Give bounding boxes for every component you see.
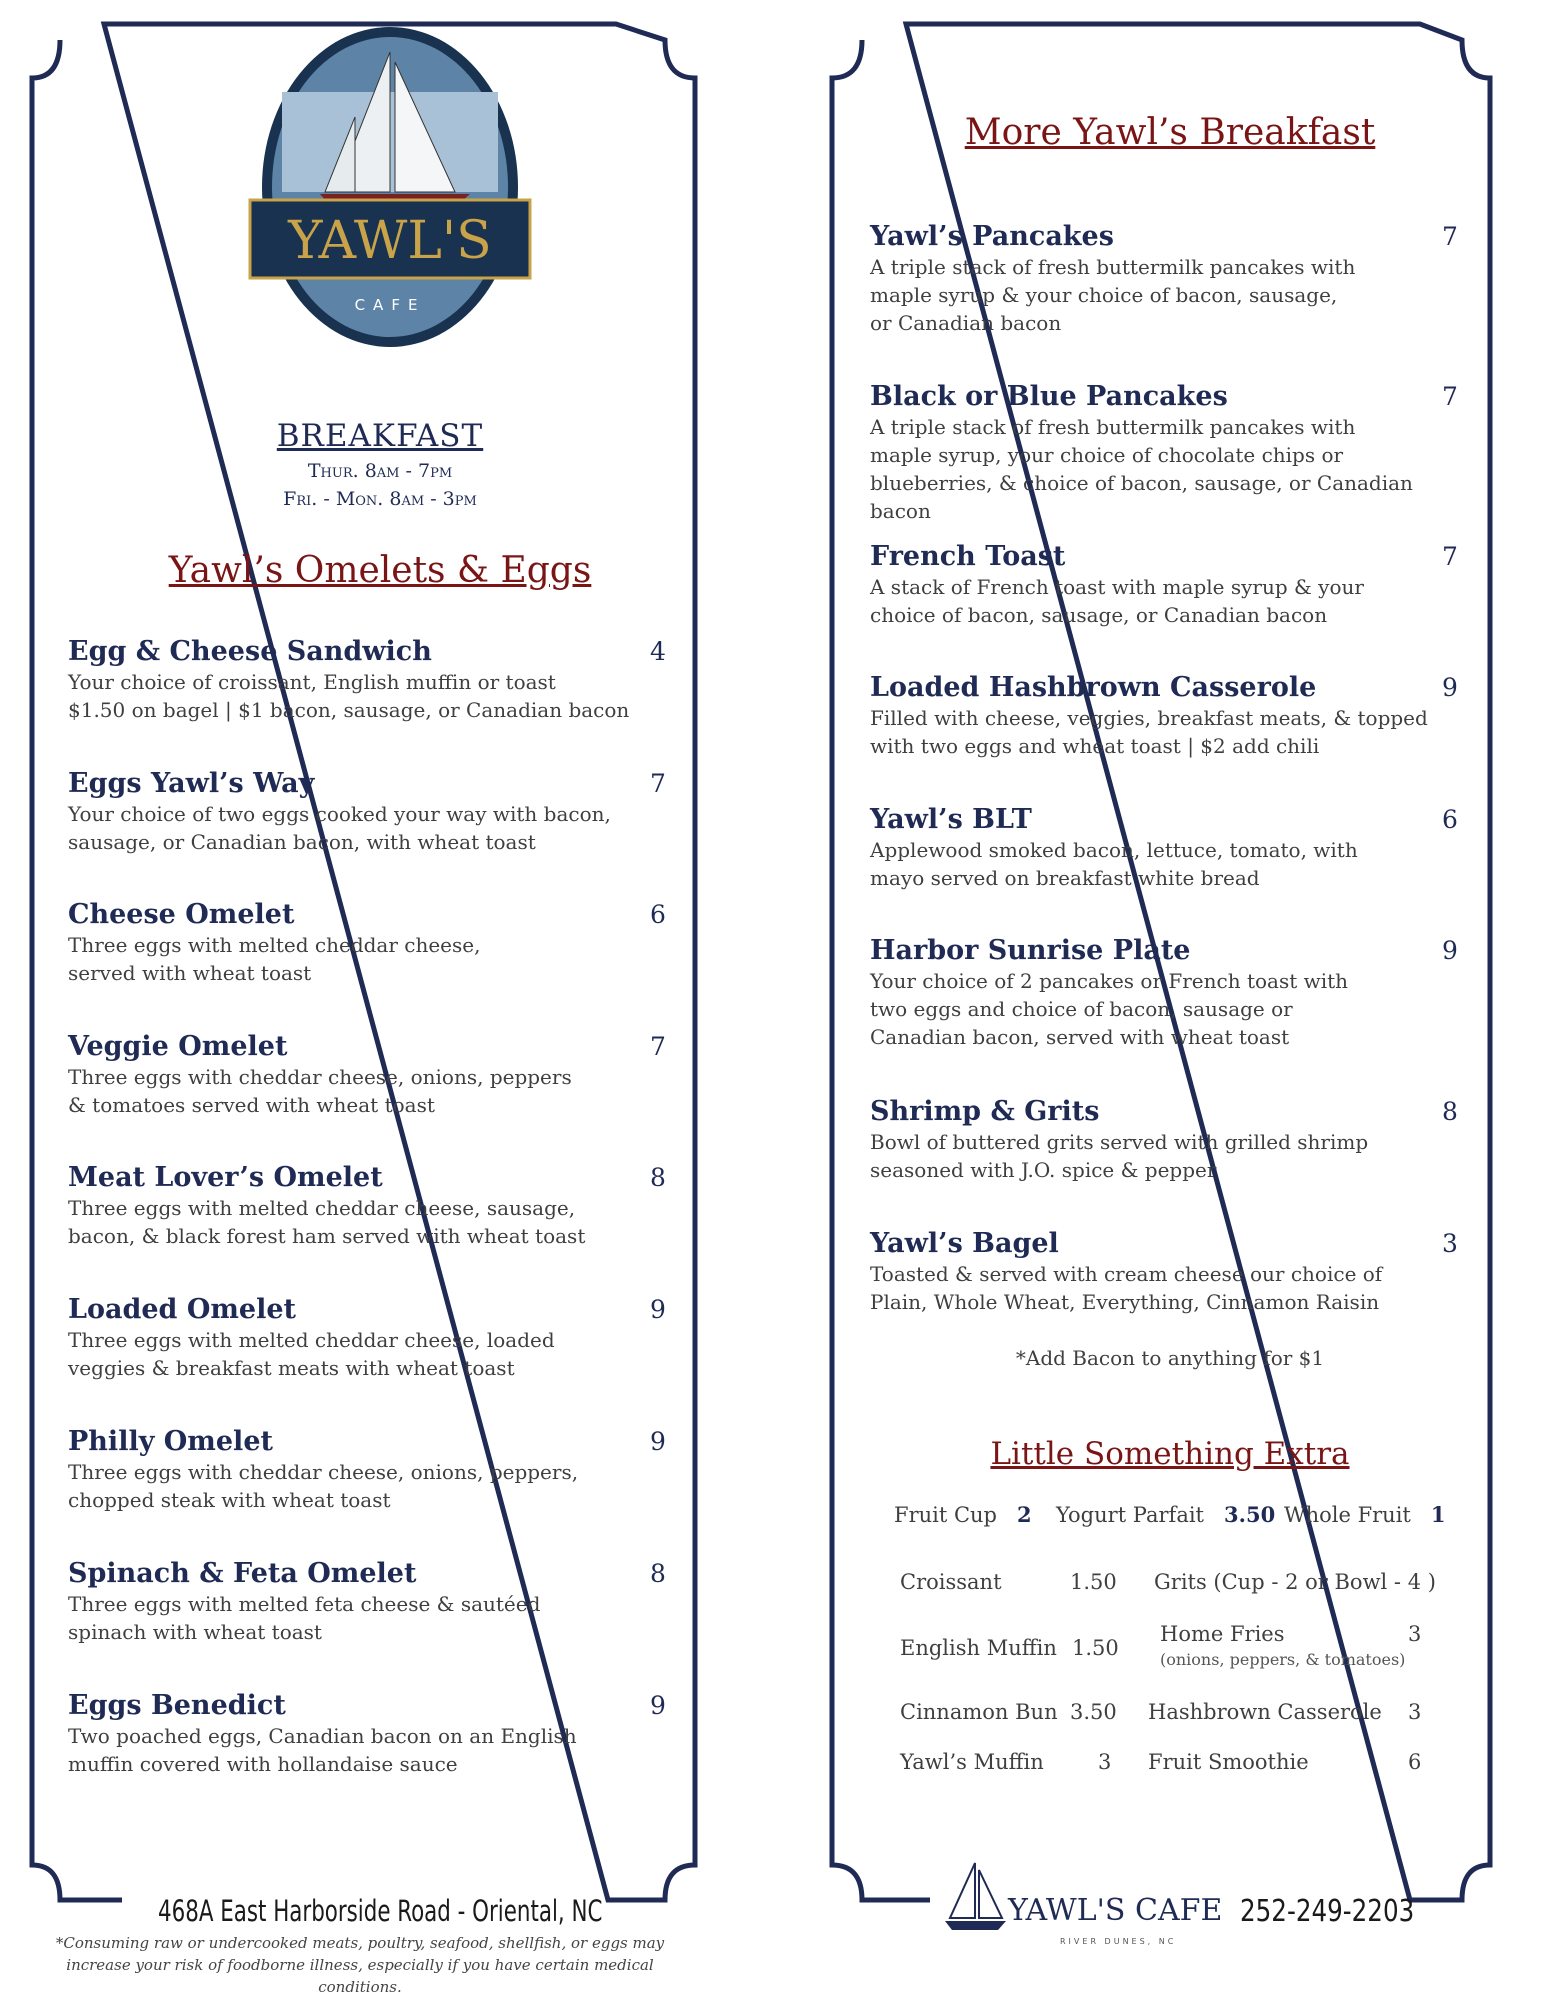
item-price: 9 <box>650 1427 666 1456</box>
item-description: Bowl of buttered grits served with grilled shrimp seasoned with J.O. spice & pepper <box>870 1130 1369 1182</box>
item-name: Yawl’s Pancakes <box>870 221 1114 252</box>
menu-item <box>68 1162 668 1250</box>
footer-brand-sub: RIVER DUNES, NC <box>1060 1937 1177 1946</box>
menu-item <box>870 935 1470 1051</box>
hours-thursday: Thur. 8am - 7pm <box>307 460 453 482</box>
item-price: 6 <box>650 900 666 929</box>
extra-croissant-price: 1.50 <box>1070 1570 1117 1594</box>
extra-whole-fruit <box>1284 1502 1446 1527</box>
item-name: Veggie Omelet <box>68 1031 288 1062</box>
extra-yogurt-parfait <box>1056 1502 1275 1527</box>
item-description: Three eggs with melted feta cheese & sautéed spinach with wheat toast <box>68 1592 541 1644</box>
menu-item <box>68 1031 668 1119</box>
foodborne-illness-disclaimer: *Consuming raw or undercooked meats, poultry, seafood, shellfish, or eggs may increase your risk of foodborne illness, especially if you have certain medical conditions. <box>55 1934 665 1996</box>
item-description: Three eggs with cheddar cheese, onions, peppers, chopped steak with wheat toast <box>68 1460 579 1512</box>
item-name: Loaded Omelet <box>68 1294 296 1325</box>
menu-item <box>68 636 668 724</box>
item-price: 7 <box>1442 222 1458 251</box>
extra-price: 3.50 <box>1224 1502 1276 1527</box>
item-price: 4 <box>650 637 666 666</box>
item-price: 7 <box>650 1032 666 1061</box>
extra-smoothie-price: 6 <box>1408 1750 1422 1774</box>
item-name: Cheese Omelet <box>68 899 295 930</box>
extra-cinnamon-bun-name: Cinnamon Bun <box>900 1700 1058 1724</box>
item-price: 9 <box>650 1295 666 1324</box>
item-price: 6 <box>1442 805 1458 834</box>
item-name: Shrimp & Grits <box>870 1096 1100 1127</box>
menu-item <box>68 899 668 987</box>
menu-item <box>870 381 1470 525</box>
extra-grits: Grits (Cup - 2 or Bowl - 4 ) <box>1154 1570 1436 1594</box>
extra-english-muffin-price: 1.50 <box>1072 1636 1119 1660</box>
menu-item <box>68 1690 668 1778</box>
menu-item <box>68 768 668 856</box>
more-breakfast-heading: More Yawl’s Breakfast <box>964 112 1376 153</box>
item-description: A triple stack of fresh buttermilk pancakes with maple syrup, your choice of chocolate chips or blueberries, & choice of bacon, sausage, or Canadian bacon <box>870 415 1413 523</box>
extra-price: 1 <box>1430 1502 1446 1527</box>
item-price: 9 <box>1442 936 1458 965</box>
item-name: Harbor Sunrise Plate <box>870 935 1191 966</box>
item-description: Your choice of croissant, English muffin or toast $1.50 on bagel | $1 bacon, sausage, or Canadian bacon <box>68 670 630 722</box>
item-name: French Toast <box>870 541 1066 572</box>
item-description: Three eggs with cheddar cheese, onions, peppers & tomatoes served with wheat toast <box>68 1065 572 1117</box>
item-description: A triple stack of fresh buttermilk pancakes with maple syrup & your choice of bacon, sausage, or Canadian bacon <box>870 255 1356 335</box>
footer-phone: 252-249-2203 <box>1240 1894 1415 1929</box>
add-bacon-note: *Add Bacon to anything for $1 <box>1015 1346 1325 1370</box>
item-description: Three eggs with melted cheddar cheese, sausage, bacon, & black forest ham served with wheat toast <box>68 1196 586 1248</box>
item-price: 7 <box>1442 382 1458 411</box>
right-menu-panel <box>870 0 1458 1840</box>
item-description: Three eggs with melted cheddar cheese, served with wheat toast <box>68 933 481 985</box>
item-description: Filled with cheese, veggies, breakfast meats, & topped with two eggs and wheat toast | $2 add chili <box>870 706 1428 758</box>
extra-hashbrown-price: 3 <box>1408 1700 1422 1724</box>
item-price: 9 <box>650 1691 666 1720</box>
item-name: Loaded Hashbrown Casserole <box>870 672 1317 703</box>
item-name: Eggs Benedict <box>68 1690 286 1721</box>
item-price: 9 <box>1442 673 1458 702</box>
menu-item <box>870 804 1470 892</box>
extra-fruit-cup <box>894 1502 1032 1527</box>
extra-home-fries-price: 3 <box>1408 1622 1422 1646</box>
omelets-eggs-heading: Yawl’s Omelets & Eggs <box>168 550 592 591</box>
footer-address: 468A East Harborside Road - Oriental, NC <box>158 1894 603 1928</box>
extra-yawls-muffin-name: Yawl’s Muffin <box>900 1750 1044 1774</box>
extra-name: Fruit Cup <box>894 1503 998 1527</box>
item-name: Egg & Cheese Sandwich <box>68 636 432 667</box>
sailboat-icon <box>940 1858 1010 1938</box>
item-description: Applewood smoked bacon, lettuce, tomato, with mayo served on breakfast white bread <box>870 838 1358 890</box>
item-description: Toasted & served with cream cheese our choice of Plain, Whole Wheat, Everything, Cinnamon Raisin <box>870 1262 1383 1314</box>
extra-smoothie-name: Fruit Smoothie <box>1148 1750 1309 1774</box>
menu-item <box>870 1228 1470 1316</box>
item-name: Black or Blue Pancakes <box>870 381 1228 412</box>
item-price: 8 <box>650 1559 666 1588</box>
little-something-extra-heading: Little Something Extra <box>990 1436 1350 1472</box>
extra-yawls-muffin-price: 3 <box>1098 1750 1112 1774</box>
menu-item <box>870 541 1470 629</box>
item-price: 3 <box>1442 1229 1458 1258</box>
logo-sub-text: CAFE <box>354 296 426 314</box>
logo-brand-text: YAWL'S <box>288 211 492 271</box>
extra-name: Whole Fruit <box>1284 1503 1411 1527</box>
menu-item <box>68 1558 668 1646</box>
item-price: 7 <box>1442 542 1458 571</box>
left-menu-panel <box>60 0 700 1840</box>
hours-fri-mon: Fri. - Mon. 8am - 3pm <box>283 488 477 510</box>
extra-price: 2 <box>1017 1502 1032 1527</box>
menu-item <box>870 1096 1470 1184</box>
item-price: 7 <box>650 769 666 798</box>
menu-item <box>870 672 1470 760</box>
extra-hashbrown-name: Hashbrown Casserole <box>1148 1700 1382 1724</box>
item-name: Meat Lover’s Omelet <box>68 1162 383 1193</box>
menu-item <box>68 1426 668 1514</box>
item-description: Two poached eggs, Canadian bacon on an English muffin covered with hollandaise sauce <box>68 1724 577 1776</box>
item-description: A stack of French toast with maple syrup & your choice of bacon, sausage, or Canadian bacon <box>870 575 1364 627</box>
breakfast-title: BREAKFAST <box>276 418 484 454</box>
item-name: Philly Omelet <box>68 1426 273 1457</box>
yawls-cafe-logo <box>240 22 540 362</box>
item-description: Your choice of two eggs cooked your way with bacon, sausage, or Canadian bacon, with wheat toast <box>68 802 611 854</box>
item-description: Three eggs with melted cheddar cheese, loaded veggies & breakfast meats with wheat toast <box>68 1328 555 1380</box>
extra-home-fries-note: (onions, peppers, & tomatoes) <box>1160 1650 1406 1669</box>
item-name: Spinach & Feta Omelet <box>68 1558 417 1589</box>
extra-english-muffin-name: English Muffin <box>900 1636 1057 1660</box>
item-price: 8 <box>650 1163 666 1192</box>
item-name: Eggs Yawl’s Way <box>68 768 315 799</box>
item-description: Your choice of 2 pancakes or French toast with two eggs and choice of bacon, sausage or Canadian bacon, served with wheat toast <box>870 969 1349 1049</box>
extra-cinnamon-bun-price: 3.50 <box>1070 1700 1117 1724</box>
item-name: Yawl’s Bagel <box>870 1228 1059 1259</box>
extra-croissant-name: Croissant <box>900 1570 1002 1594</box>
extra-home-fries-name: Home Fries <box>1160 1622 1285 1646</box>
item-name: Yawl’s BLT <box>870 804 1032 835</box>
extra-name: Yogurt Parfait <box>1056 1503 1204 1527</box>
menu-item <box>68 1294 668 1382</box>
menu-item <box>870 221 1470 337</box>
item-price: 8 <box>1442 1097 1458 1126</box>
footer-brand: YAWL'S CAFE <box>1008 1893 1223 1928</box>
